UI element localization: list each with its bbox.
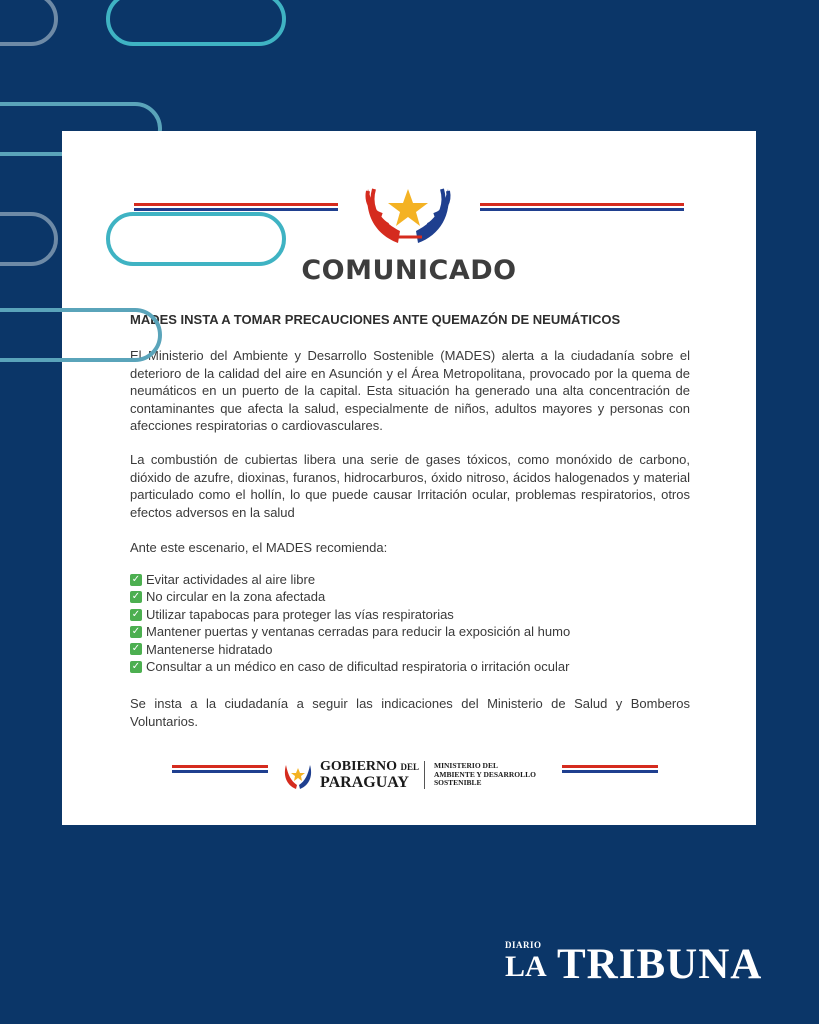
government-seal-icon [282,759,314,791]
flag-stripes-right [480,203,684,217]
decor-pill-4 [0,212,58,266]
decor-pill-6 [0,308,162,362]
logo-divider [424,761,425,789]
paragraph-1: El Ministerio del Ambiente y Desarrollo Sostenible (MADES) alerta a la ciudadanía sobre el deterioro de la calidad del aire en Asunción y el Área Metropolitana, provocado por la quema de neumáticos en un puerto de la capital. Esta situación ha generado una alta concentración de contaminantes que afecta la salud, especialmente de niños, adultos mayores y personas con afecciones respiratorias o cardiovasculares. [130,348,690,433]
page-title: COMUNICADO [301,255,517,286]
check-mark-icon: ✓ [131,573,141,585]
headline: MADES INSTA A TOMAR PRECAUCIONES ANTE QUEMAZÓN DE NEUMÁTICOS [130,312,621,327]
footer-logos [62,759,756,795]
flag-stripes-footer-right [562,765,658,779]
list-item: ✓ Mantenerse hidratado [131,641,273,657]
ministry-logo-text: MINISTERIO DEL AMBIENTE Y DESARROLLO SOSTENIBLE [434,761,536,787]
list-item: ✓ Utilizar tapabocas para proteger las vías respiratorias [131,606,454,622]
decor-pill-5 [106,212,286,266]
decor-pill-2 [106,0,286,46]
list-item: ✓ Consultar a un médico en caso de dificultad respiratoria o irritación ocular [131,659,570,675]
coat-of-arms-emblem-icon [358,165,458,249]
closing-paragraph: Se insta a la ciudadanía a seguir las indicaciones del Ministerio de Salud y Bomberos Voluntarios. [130,696,690,729]
check-mark-icon: ✓ [131,608,141,620]
recommendations-intro: Ante este escenario, el MADES recomienda: [130,540,388,555]
list-item: ✓ Evitar actividades al aire libre [131,572,316,587]
recommendations-list [130,571,700,675]
check-mark-icon: ✓ [131,591,141,603]
decor-pill-1 [0,0,58,46]
gobierno-paraguay-logo: GOBIERNO DEL PARAGUAY [320,759,420,791]
paragraph-2: La combustión de cubiertas libera una serie de gases tóxicos, como monóxido de carbono, dióxido de azufre, dioxinas, furanos, hidrocarburos, óxido nitroso, ácidos halogenados y material particulado como el hollín, lo que puede causar Irritación ocular, problemas respiratorios, otros efectos adversos en la salud [130,452,690,520]
list-item: ✓ No circular en la zona afectada [131,589,326,605]
check-mark-icon: ✓ [131,643,141,655]
check-mark-icon: ✓ [131,660,141,672]
flag-stripes-footer-left [172,765,268,779]
list-item: ✓ Mantener puertas y ventanas cerradas para reducir la exposición al humo [131,624,571,640]
check-mark-icon: ✓ [131,625,141,637]
